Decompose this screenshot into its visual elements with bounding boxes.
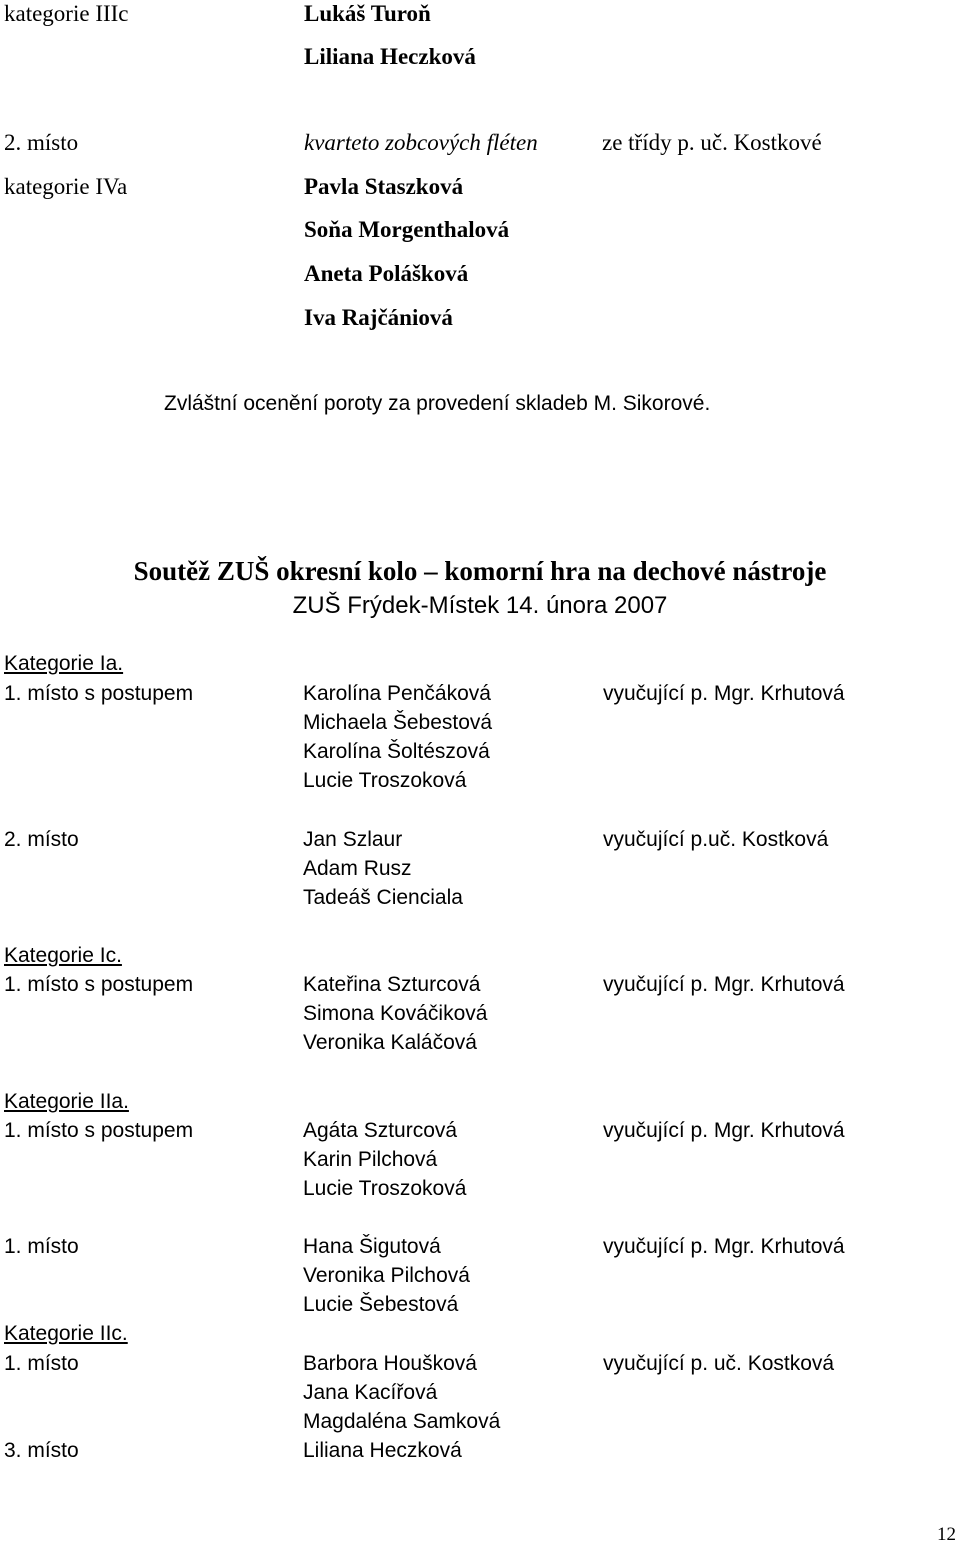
page-subtitle: ZUŠ Frýdek-Místek 14. února 2007 (292, 592, 668, 619)
place-label: 2. místo (4, 130, 79, 155)
participant-name: Karolína Šoltészová (303, 740, 490, 763)
participant-name: Karolína Penčáková (303, 682, 491, 705)
ensemble-label: kvarteto zobcových fléten (304, 130, 538, 155)
participant-name: Liliana Heczková (304, 44, 476, 69)
participant-name: Magdaléna Samková (303, 1410, 501, 1433)
place-label: 3. místo (4, 1439, 79, 1462)
participant-name: Jan Szlaur (303, 828, 403, 851)
place-label: 1. místo (4, 1352, 79, 1375)
place-label: 1. místo s postupem (4, 1119, 194, 1142)
category-heading: Kategorie IIa. (4, 1090, 129, 1113)
participant-name: Pavla Staszková (304, 174, 464, 199)
category-heading: Kategorie Ic. (4, 944, 122, 967)
participant-name: Michaela Šebestová (303, 711, 493, 734)
participant-name: Jana Kacířová (303, 1381, 438, 1404)
page-title: Soutěž ZUŠ okresní kolo – komorní hra na dechové nástroje (133, 556, 827, 586)
participant-name: Adam Rusz (303, 857, 412, 880)
participant-name: Soňa Morgenthalová (304, 217, 510, 242)
participant-name: Lucie Šebestová (303, 1293, 459, 1316)
participant-name: Kateřina Szturcová (303, 973, 481, 996)
place-label: 1. místo s postupem (4, 682, 194, 705)
participant-name: Liliana Heczková (303, 1439, 462, 1462)
participant-name: Simona Kováčiková (303, 1002, 488, 1025)
participant-name: Lucie Troszoková (303, 1177, 467, 1200)
participant-name: Tadeáš Cienciala (303, 886, 463, 909)
page-number: 12 (937, 1524, 956, 1545)
place-label: 1. místo s postupem (4, 973, 194, 996)
teacher-label: vyučující p. Mgr. Krhutová (603, 1119, 845, 1142)
category-heading: Kategorie Ia. (4, 652, 124, 675)
participant-name: Lucie Troszoková (303, 769, 467, 792)
teacher-label: vyučující p. Mgr. Krhutová (603, 973, 845, 996)
participant-name: Veronika Pilchová (303, 1264, 470, 1287)
participant-name: Barbora Houšková (303, 1352, 477, 1375)
participant-name: Lukáš Turoň (304, 1, 431, 26)
participant-name: Veronika Kaláčová (303, 1031, 477, 1054)
participant-name: Iva Rajčániová (304, 305, 453, 330)
category-heading: Kategorie IIc. (4, 1322, 128, 1345)
teacher-label: vyučující p. Mgr. Krhutová (603, 1235, 845, 1258)
participant-name: Karin Pilchová (303, 1148, 438, 1171)
place-label: 2. místo (4, 828, 79, 851)
teacher-label: vyučující p.uč. Kostková (603, 828, 829, 851)
teacher-label: vyučující p. Mgr. Krhutová (603, 682, 845, 705)
category-label: kategorie IVa (4, 174, 128, 199)
teacher-label: vyučující p. uč. Kostková (603, 1352, 835, 1375)
category-label: kategorie IIIc (4, 1, 129, 26)
special-award-note: Zvláštní ocenění poroty za provedení skladeb M. Sikorové. (164, 392, 711, 415)
teacher-label: ze třídy p. uč. Kostkové (602, 130, 822, 155)
place-label: 1. místo (4, 1235, 79, 1258)
participant-name: Agáta Szturcová (303, 1119, 458, 1142)
participant-name: Hana Šigutová (303, 1235, 441, 1258)
participant-name: Aneta Polášková (304, 261, 469, 286)
